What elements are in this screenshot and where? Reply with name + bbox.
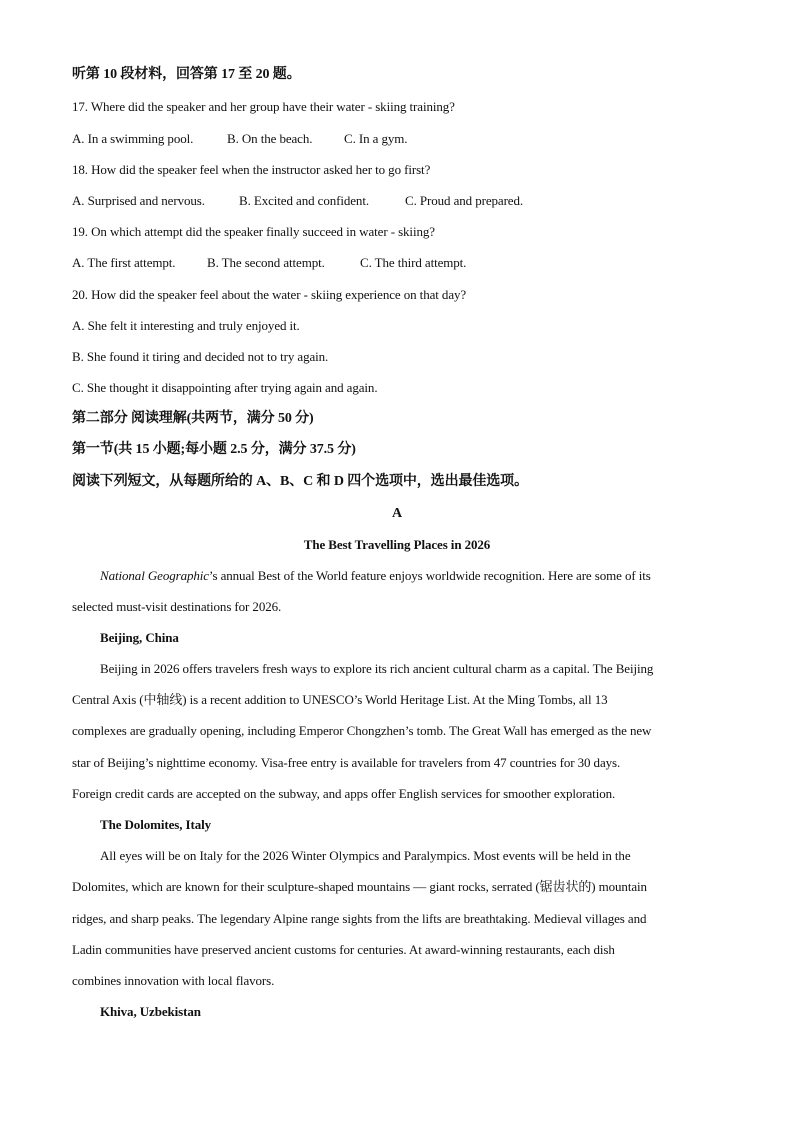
question-20-option-c: C. She thought it disappointing after trying again and again. (72, 380, 378, 395)
intro-line-1 (100, 567, 722, 585)
option-b: B. On the beach. (227, 131, 313, 146)
question-19: 19. On which attempt did the speaker finally succeed in water - skiing? (72, 224, 435, 239)
dolomites-line: All eyes will be on Italy for the 2026 Winter Olympics and Paralympics. Most events will be held in the (100, 848, 631, 863)
option-c: C. The third attempt. (360, 255, 467, 270)
question-18: 18. How did the speaker feel when the instructor asked her to go first? (72, 162, 431, 177)
question-20: 20. How did the speaker feel about the water - skiing experience on that day? (72, 287, 467, 302)
reading-section-title: 第一节(共 15 小题;每小题 2.5 分，满分 37.5 分) (72, 442, 356, 457)
question-20-option-a: A. She felt it interesting and truly enjoyed it. (72, 318, 300, 333)
beijing-line: star of Beijing’s nighttime economy. Visa-free entry is available for travelers from 47 countries for 30 days. (72, 755, 621, 770)
question-20-option-b: B. She found it tiring and decided not to try again. (72, 349, 329, 364)
question-18-options (72, 192, 722, 210)
beijing-line: complexes are gradually opening, including Emperor Chongzhen’s tomb. The Great Wall has emerged as the new (72, 723, 652, 738)
intro-text: ’s annual Best of the World feature enjoys worldwide recognition. Here are some of its (208, 568, 651, 583)
question-17: 17. Where did the speaker and her group have their water - skiing training? (72, 99, 455, 114)
option-c: C. Proud and prepared. (405, 193, 524, 208)
listening-section-header: 听第 10 段材料，回答第 17 至 20 题。 (72, 67, 301, 82)
question-19-options (72, 254, 722, 272)
beijing-line: Central Axis (中轴线) is a recent addition to UNESCO’s World Heritage List. At the Ming Tombs, all 13 (72, 692, 608, 707)
option-b: B. The second attempt. (207, 255, 325, 270)
option-b: B. Excited and confident. (239, 193, 369, 208)
reading-part-title: 第二部分 阅读理解(共两节，满分 50 分) (72, 411, 314, 426)
passage-letter: A (391, 506, 402, 521)
heading-dolomites: The Dolomites, Italy (100, 817, 212, 832)
dolomites-line: combines innovation with local flavors. (72, 973, 275, 988)
magazine-name: National Geographic (100, 568, 209, 583)
option-a: A. In a swimming pool. (72, 131, 194, 146)
dolomites-line: ridges, and sharp peaks. The legendary Alpine range sights from the lifts are breathtaking. Medieval villages and (72, 911, 647, 926)
intro-line-2: selected must-visit destinations for 2026. (72, 599, 282, 614)
heading-beijing: Beijing, China (100, 630, 179, 645)
dolomites-line: Ladin communities have preserved ancient customs for centuries. At award-winning restaurants, each dish (72, 942, 615, 957)
option-a: A. Surprised and nervous. (72, 193, 205, 208)
option-c: C. In a gym. (344, 131, 408, 146)
option-a: A. The first attempt. (72, 255, 176, 270)
reading-instruction: 阅读下列短文，从每题所给的 A、B、C 和 D 四个选项中，选出最佳选项。 (72, 474, 528, 489)
beijing-line: Beijing in 2026 offers travelers fresh ways to explore its rich ancient cultural charm as a capital. The Beijing (100, 661, 654, 676)
beijing-line: Foreign credit cards are accepted on the subway, and apps offer English services for smoother exploration. (72, 786, 616, 801)
question-17-options (72, 130, 722, 148)
heading-khiva: Khiva, Uzbekistan (100, 1004, 201, 1019)
passage-title: The Best Travelling Places in 2026 (303, 537, 491, 552)
dolomites-line: Dolomites, which are known for their sculpture-shaped mountains — giant rocks, serrated (锯齿状的) mountain (72, 879, 647, 894)
